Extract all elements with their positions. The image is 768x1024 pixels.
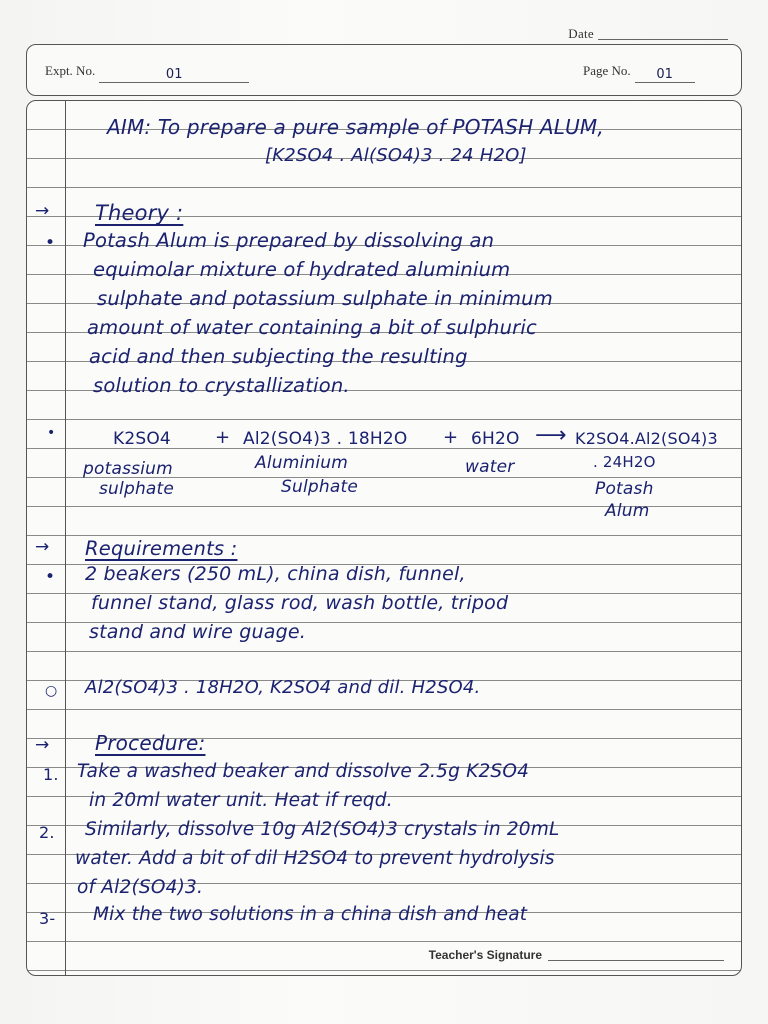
equation-reactant-2: Al2(SO4)3 . 18H2O (243, 429, 408, 449)
date-line (598, 39, 728, 40)
equation-reactant-1: K2SO4 (113, 429, 171, 449)
equation-product-water: . 24H2O (593, 453, 656, 471)
step-number: 3- (39, 909, 56, 928)
equation-label: Alum (605, 501, 650, 521)
teacher-signature-field (429, 948, 724, 962)
dot-bullet: • (47, 425, 56, 441)
arrow-bullet: → (35, 735, 50, 755)
procedure-line: in 20ml water unit. Heat if reqd. (89, 790, 393, 811)
theory-line: amount of water containing a bit of sulphuric (87, 316, 537, 339)
procedure-line: of Al2(SO4)3. (77, 877, 204, 898)
dot-bullet: • (45, 567, 56, 587)
procedure-line: water. Add a bit of dil H2SO4 to prevent hydrolysis (75, 848, 555, 869)
circle-bullet: ○ (45, 683, 58, 699)
page-no-field (583, 63, 695, 83)
procedure-line: Mix the two solutions in a china dish and heat (93, 904, 528, 925)
requirements-heading: Requirements : (85, 537, 238, 560)
theory-heading: Theory : (95, 201, 184, 225)
chemicals-line: Al2(SO4)3 . 18H2O, K2SO4 and dil. H2SO4. (85, 677, 481, 698)
equation-label: Aluminium (255, 453, 349, 473)
aim-formula: [K2SO4 . Al(SO4)3 . 24 H2O] (265, 145, 527, 166)
page-label: Page No. (583, 63, 631, 78)
equation-label: Potash (595, 479, 654, 499)
theory-line: Potash Alum is prepared by dissolving an (83, 229, 495, 252)
equation-arrow: ⟶ (535, 423, 567, 448)
requirement-line: stand and wire guage. (89, 621, 307, 643)
date-field (568, 26, 728, 42)
equation-label: Sulphate (281, 477, 358, 497)
expt-value: 01 (99, 67, 249, 83)
step-number: 1. (43, 765, 59, 784)
equation-product: K2SO4.Al2(SO4)3 (575, 429, 718, 448)
equation-plus: + (215, 427, 231, 448)
expt-label: Expt. No. (45, 63, 96, 78)
date-label: Date (568, 26, 594, 41)
theory-line: solution to crystallization. (93, 374, 350, 397)
arrow-bullet: → (35, 201, 50, 221)
arrow-bullet: → (35, 537, 50, 557)
procedure-line: Take a washed beaker and dissolve 2.5g K2SO4 (77, 761, 530, 782)
lined-writing-area (26, 100, 742, 976)
procedure-heading: Procedure: (95, 731, 206, 755)
procedure-line: Similarly, dissolve 10g Al2(SO4)3 crystals in 20mL (85, 819, 560, 840)
page-value: 01 (635, 67, 695, 83)
expt-no-field (45, 63, 249, 83)
signature-line (548, 960, 724, 961)
aim-text: AIM: To prepare a pure sample of POTASH ALUM, (107, 115, 604, 139)
signature-label: Teacher's Signature (428, 948, 542, 962)
equation-label: sulphate (99, 479, 175, 499)
step-number: 2. (39, 823, 55, 842)
theory-line: equimolar mixture of hydrated aluminium (93, 258, 511, 281)
dot-bullet: • (45, 233, 56, 253)
theory-line: acid and then subjecting the resulting (89, 345, 468, 368)
equation-plus: + (443, 427, 459, 448)
equation-reactant-3: 6H2O (471, 429, 520, 449)
equation-label: water (465, 457, 515, 477)
requirement-line: funnel stand, glass rod, wash bottle, tripod (91, 592, 509, 614)
equation-label: potassium (83, 459, 173, 479)
header-box (26, 44, 742, 96)
requirement-line: 2 beakers (250 mL), china dish, funnel, (85, 563, 466, 585)
theory-line: sulphate and potassium sulphate in minimum (97, 287, 553, 310)
